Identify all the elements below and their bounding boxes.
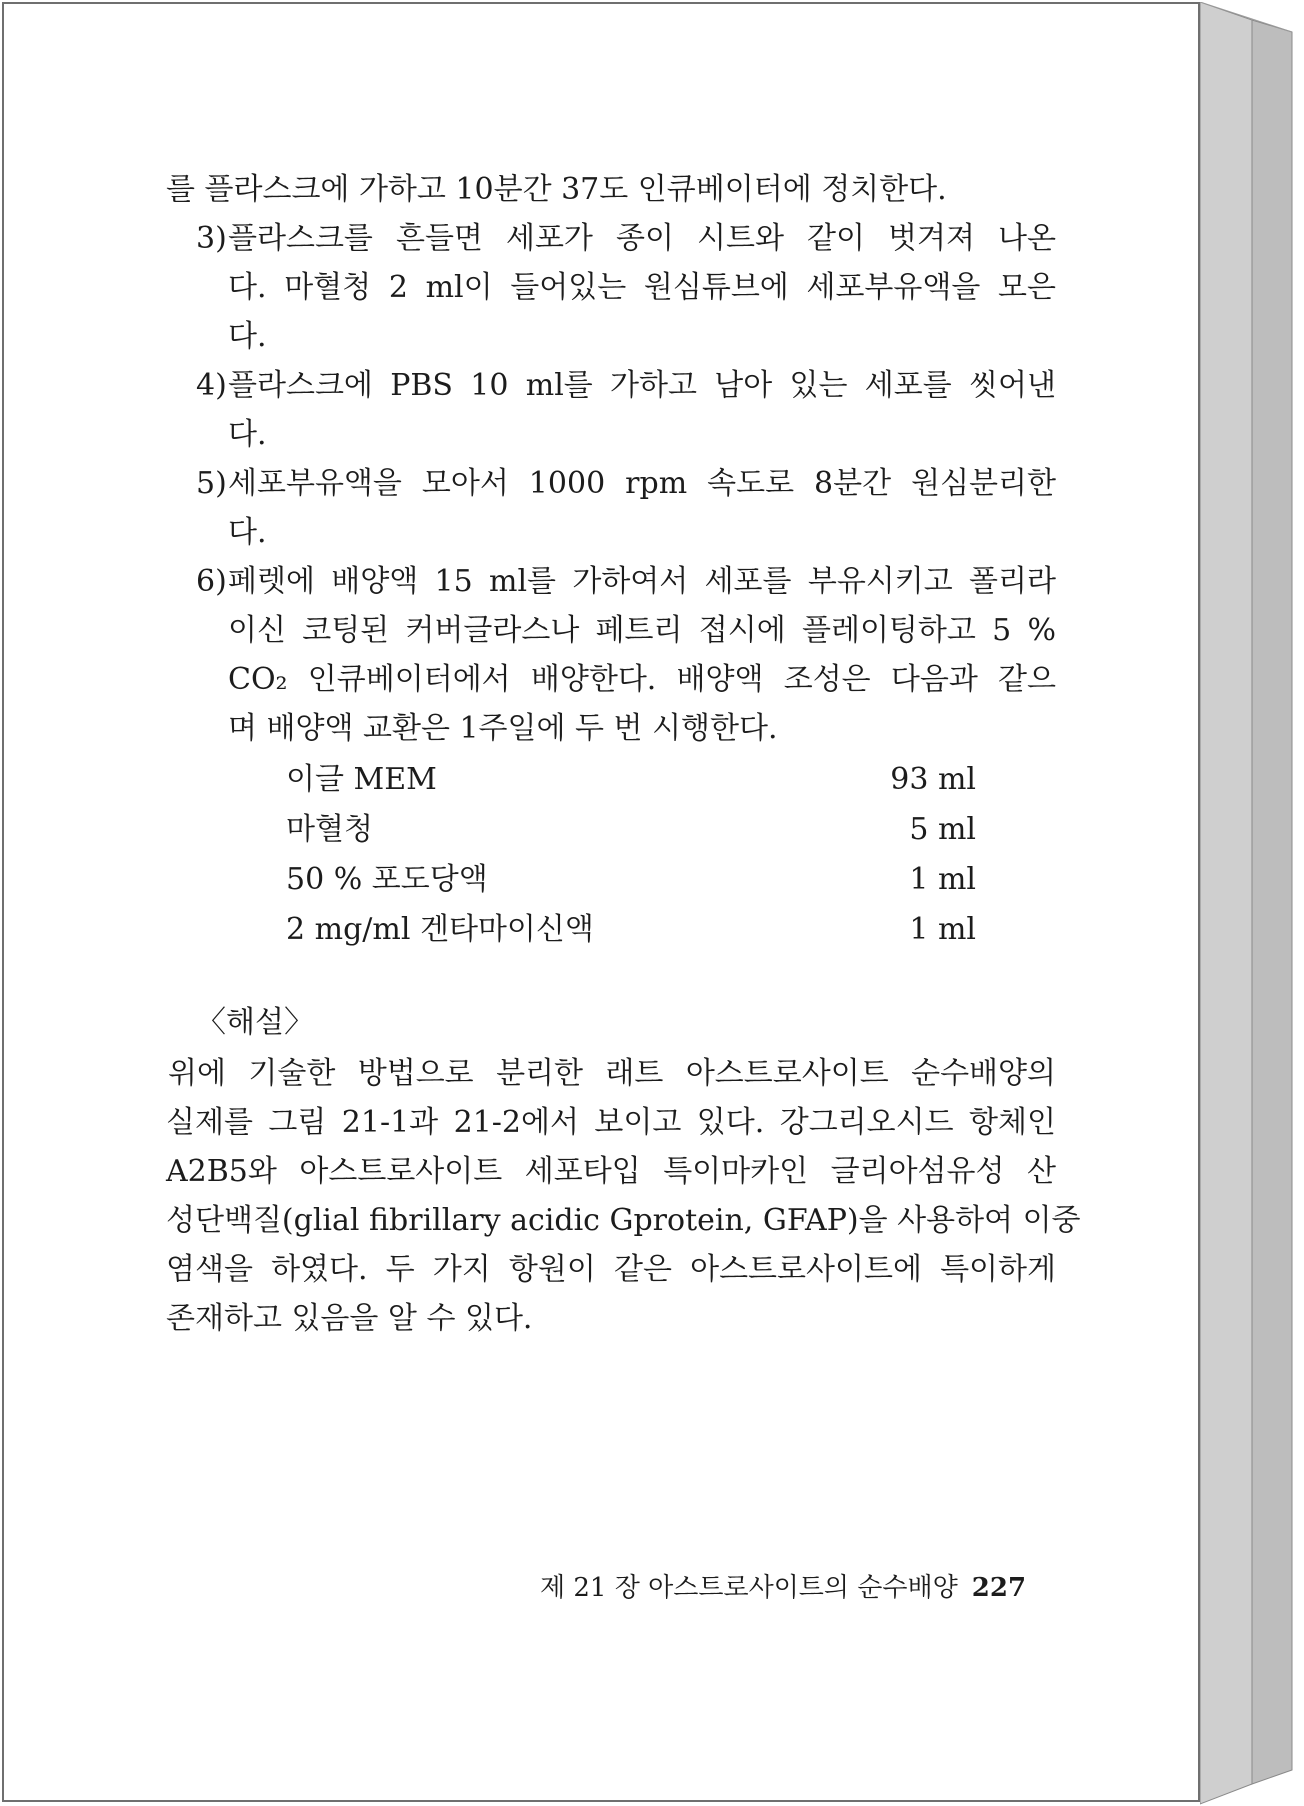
paragraph-line: 성단백질(glial fibrillary acidic Gprotein, GFAP)을 사용하여 이중 bbox=[166, 1203, 1081, 1238]
step-number: 3) bbox=[196, 221, 227, 256]
step-line: 다. 마혈청 2 ml이 들어있는 원심튜브에 세포부유액을 모은 bbox=[228, 270, 1056, 305]
step-line: 다. bbox=[228, 515, 267, 550]
ingredient-amount: 93 ml bbox=[890, 762, 976, 797]
step-line: 다. bbox=[228, 319, 267, 354]
step-line: 페렛에 배양액 15 ml를 가하여서 세포를 부유시키고 폴리라 bbox=[228, 564, 1056, 599]
step-line: 플라스크에 PBS 10 ml를 가하고 남아 있는 세포를 씻어낸 bbox=[228, 368, 1056, 403]
ingredient-amount: 5 ml bbox=[909, 812, 976, 847]
commentary-paragraph bbox=[166, 1049, 1081, 1343]
recipe-row bbox=[286, 905, 976, 955]
step-6 bbox=[166, 557, 1056, 753]
commentary-heading: 〈해설〉 bbox=[196, 1005, 314, 1040]
paragraph-line: A2B5와 아스트로사이트 세포타입 특이마카인 글리아섬유성 산 bbox=[166, 1154, 1056, 1189]
step-line: CO₂ 인큐베이터에서 배양한다. 배양액 조성은 다음과 같으 bbox=[228, 662, 1056, 697]
page-content bbox=[166, 165, 1081, 1343]
recipe-row bbox=[286, 755, 976, 805]
recipe-row bbox=[286, 855, 976, 905]
ingredient-name: 2 mg/ml 겐타마이신액 bbox=[286, 912, 594, 947]
paragraph-line: 위에 기술한 방법으로 분리한 래트 아스트로사이트 순수배양의 bbox=[168, 1056, 1056, 1091]
step-number: 5) bbox=[196, 466, 227, 501]
ingredient-name: 이글 MEM bbox=[286, 762, 437, 797]
running-footer bbox=[540, 1570, 1026, 1606]
step-line: 플라스크를 흔들면 세포가 종이 시트와 같이 벗겨져 나온 bbox=[228, 221, 1056, 256]
page-stack-shadow bbox=[1200, 2, 1304, 1806]
step-line: 며 배양액 교환은 1주일에 두 번 시행한다. bbox=[228, 711, 778, 746]
paragraph-line: 실제를 그림 21-1과 21-2에서 보이고 있다. 강그리오시드 항체인 bbox=[166, 1105, 1056, 1140]
step-number: 6) bbox=[196, 564, 227, 599]
chapter-title: 제 21 장 아스트로사이트의 순수배양 bbox=[540, 1573, 958, 1603]
continuation-line: 를 플라스크에 가하고 10분간 37도 인큐베이터에 정치한다. bbox=[166, 172, 947, 207]
step-text bbox=[228, 557, 1056, 753]
step-3 bbox=[166, 214, 1056, 361]
paragraph-line: 존재하고 있음을 알 수 있다. bbox=[166, 1301, 533, 1336]
medium-recipe-table bbox=[286, 755, 976, 955]
step-number: 4) bbox=[196, 368, 227, 403]
paragraph-line: 염색을 하였다. 두 가지 항원이 같은 아스트로사이트에 특이하게 bbox=[166, 1252, 1056, 1287]
page-number: 227 bbox=[971, 1573, 1027, 1603]
ingredient-amount: 1 ml bbox=[909, 862, 976, 897]
step-line: 이신 코팅된 커버글라스나 페트리 접시에 플레이팅하고 5 % bbox=[228, 613, 1056, 648]
ingredient-name: 마혈청 bbox=[286, 812, 373, 847]
step-4 bbox=[166, 361, 1056, 459]
step-text bbox=[228, 214, 1056, 361]
step-line: 세포부유액을 모아서 1000 rpm 속도로 8분간 원심분리한 bbox=[228, 466, 1056, 501]
recipe-row bbox=[286, 805, 976, 855]
step-line: 다. bbox=[228, 417, 267, 452]
step-text bbox=[228, 361, 1056, 459]
ingredient-name: 50 % 포도당액 bbox=[286, 862, 488, 897]
step-5 bbox=[166, 459, 1056, 557]
ingredient-amount: 1 ml bbox=[909, 912, 976, 947]
step-text bbox=[228, 459, 1056, 557]
